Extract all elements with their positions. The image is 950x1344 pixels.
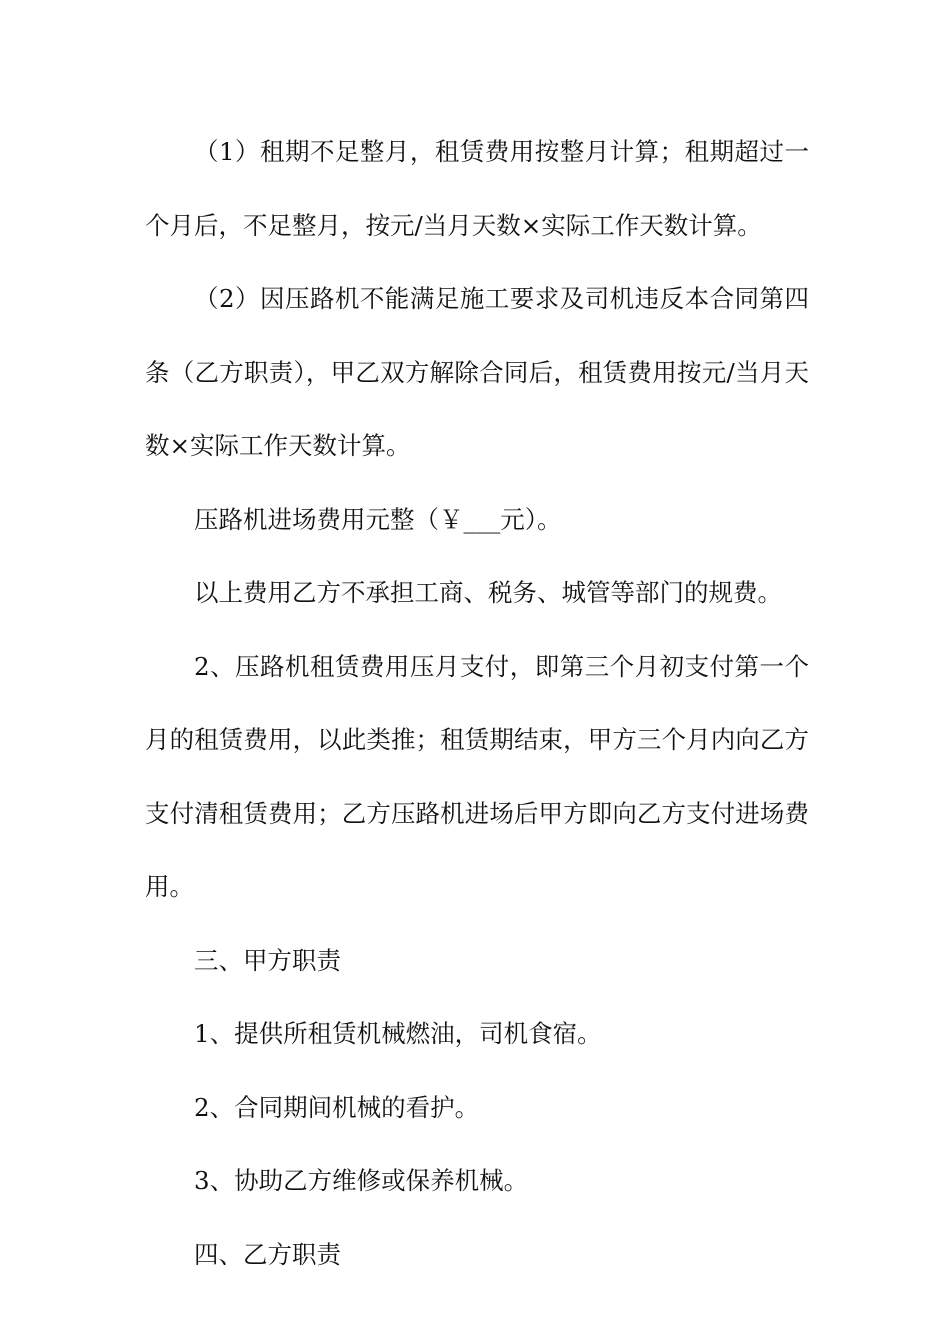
clause-payment-terms: 2、压路机租赁费用压月支付，即第三个月初支付第一个月的租赁费用，以此类推；租赁期结束，甲方三个月内向乙方支付清租赁费用；乙方压路机进场后甲方即向乙方支付进场费用。 [145, 651, 809, 901]
section-heading-party-b-duties: 四、乙方职责 [194, 1239, 341, 1269]
section-heading-party-a-duties: 三、甲方职责 [194, 945, 341, 975]
clause-rent-partial-month: （1）租期不足整月，租赁费用按整月计算；租期超过一个月后，不足整月，按元/当月天数×实际工作天数计算。 [145, 137, 809, 240]
clause-rent-termination: （2）因压路机不能满足施工要求及司机违反本合同第四条（乙方职责），甲乙双方解除合同后，租赁费用按元/当月天数×实际工作天数计算。 [145, 284, 809, 460]
party-a-duty-item: 3、协助乙方维修或保养机械。 [194, 1166, 529, 1195]
party-a-duty-item: 1、提供所租赁机械燃油，司机食宿。 [194, 1019, 602, 1048]
clause-entry-fee: 压路机进场费用元整（￥___元）。 [194, 504, 562, 534]
party-a-duty-item: 2、合同期间机械的看护。 [194, 1092, 480, 1122]
clause-fees-exclusion: 以上费用乙方不承担工商、税务、城管等部门的规费。 [194, 578, 782, 607]
document-body [145, 115, 809, 1291]
